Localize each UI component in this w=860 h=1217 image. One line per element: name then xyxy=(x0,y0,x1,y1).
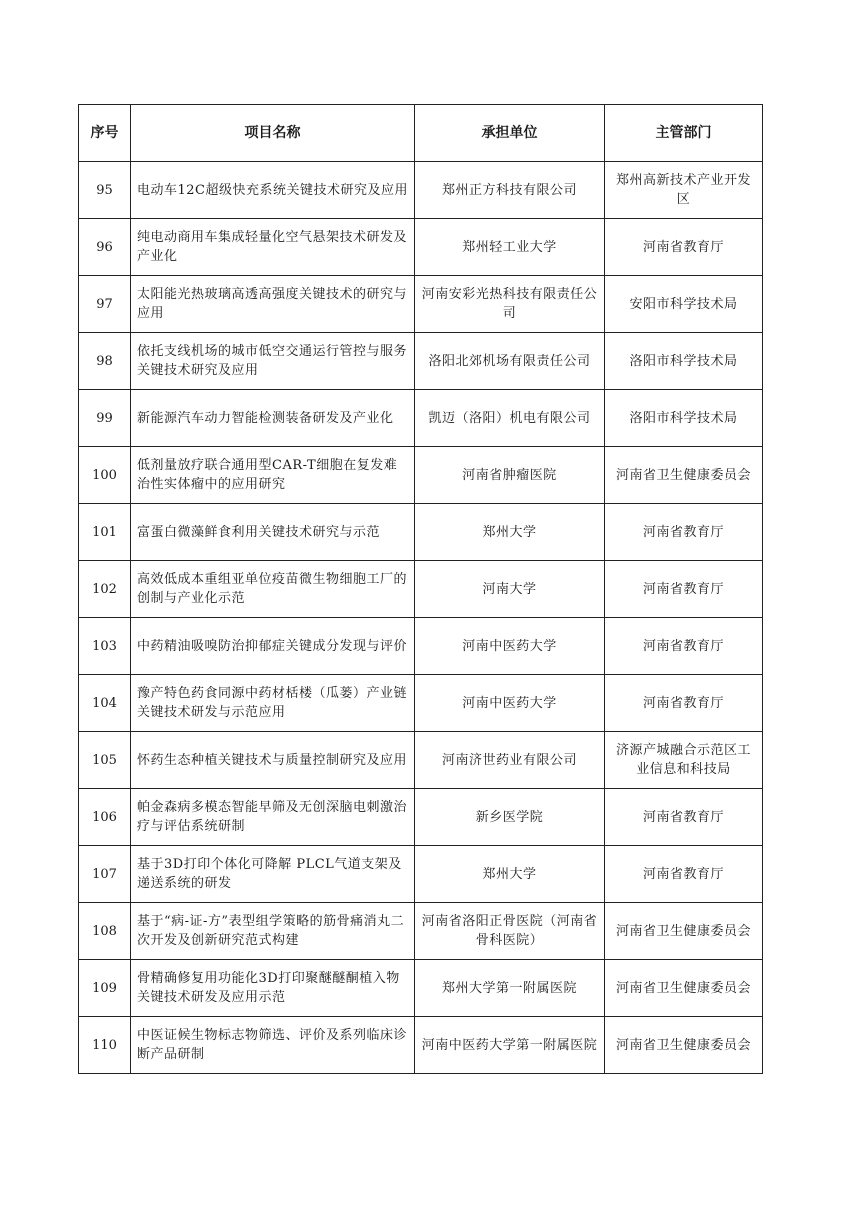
cell-project-name: 基于3D打印个体化可降解 PLCL气道支架及递送系统的研发 xyxy=(131,846,415,903)
cell-undertaking-unit: 河南中医药大学 xyxy=(415,675,605,732)
cell-competent-department: 河南省教育厅 xyxy=(605,675,763,732)
cell-project-name: 低剂量放疗联合通用型CAR-T细胞在复发难治性实体瘤中的应用研究 xyxy=(131,447,415,504)
cell-project-name: 骨精确修复用功能化3D打印聚醚醚酮植入物关键技术研发及应用示范 xyxy=(131,960,415,1017)
cell-project-name: 帕金森病多模态智能早筛及无创深脑电刺激治疗与评估系统研制 xyxy=(131,789,415,846)
table-row xyxy=(79,789,763,846)
table-row xyxy=(79,504,763,561)
cell-competent-department: 河南省卫生健康委员会 xyxy=(605,960,763,1017)
header-undertaking-unit: 承担单位 xyxy=(415,105,605,162)
cell-undertaking-unit: 河南中医药大学 xyxy=(415,618,605,675)
table-header-row xyxy=(79,105,763,162)
table-row xyxy=(79,162,763,219)
cell-serial-number: 98 xyxy=(79,333,131,390)
cell-serial-number: 104 xyxy=(79,675,131,732)
table-row xyxy=(79,960,763,1017)
table-row xyxy=(79,675,763,732)
table-row xyxy=(79,561,763,618)
cell-serial-number: 106 xyxy=(79,789,131,846)
cell-undertaking-unit: 郑州轻工业大学 xyxy=(415,219,605,276)
cell-undertaking-unit: 洛阳北郊机场有限责任公司 xyxy=(415,333,605,390)
project-table xyxy=(78,104,763,1074)
cell-competent-department: 郑州高新技术产业开发区 xyxy=(605,162,763,219)
cell-project-name: 电动车12C超级快充系统关键技术研究及应用 xyxy=(131,162,415,219)
cell-serial-number: 105 xyxy=(79,732,131,789)
cell-competent-department: 洛阳市科学技术局 xyxy=(605,333,763,390)
header-competent-department: 主管部门 xyxy=(605,105,763,162)
cell-serial-number: 107 xyxy=(79,846,131,903)
cell-competent-department: 河南省教育厅 xyxy=(605,561,763,618)
table-row xyxy=(79,333,763,390)
table-row xyxy=(79,732,763,789)
cell-serial-number: 99 xyxy=(79,390,131,447)
cell-project-name: 太阳能光热玻璃高透高强度关键技术的研究与应用 xyxy=(131,276,415,333)
cell-undertaking-unit: 凯迈（洛阳）机电有限公司 xyxy=(415,390,605,447)
cell-competent-department: 河南省教育厅 xyxy=(605,846,763,903)
cell-undertaking-unit: 河南安彩光热科技有限责任公司 xyxy=(415,276,605,333)
cell-undertaking-unit: 河南济世药业有限公司 xyxy=(415,732,605,789)
cell-project-name: 豫产特色药食同源中药材栝楼（瓜蒌）产业链关键技术研发与示范应用 xyxy=(131,675,415,732)
cell-competent-department: 河南省教育厅 xyxy=(605,789,763,846)
cell-project-name: 中医证候生物标志物筛选、评价及系列临床诊断产品研制 xyxy=(131,1017,415,1074)
cell-competent-department: 河南省教育厅 xyxy=(605,219,763,276)
cell-undertaking-unit: 郑州大学 xyxy=(415,846,605,903)
table-row xyxy=(79,390,763,447)
cell-serial-number: 101 xyxy=(79,504,131,561)
cell-competent-department: 安阳市科学技术局 xyxy=(605,276,763,333)
cell-undertaking-unit: 河南省肿瘤医院 xyxy=(415,447,605,504)
header-project-name: 项目名称 xyxy=(131,105,415,162)
cell-serial-number: 97 xyxy=(79,276,131,333)
cell-serial-number: 102 xyxy=(79,561,131,618)
cell-serial-number: 103 xyxy=(79,618,131,675)
cell-serial-number: 110 xyxy=(79,1017,131,1074)
cell-competent-department: 济源产城融合示范区工业信息和科技局 xyxy=(605,732,763,789)
table-row xyxy=(79,219,763,276)
cell-undertaking-unit: 河南大学 xyxy=(415,561,605,618)
cell-undertaking-unit: 河南中医药大学第一附属医院 xyxy=(415,1017,605,1074)
cell-competent-department: 河南省卫生健康委员会 xyxy=(605,447,763,504)
cell-project-name: 新能源汽车动力智能检测装备研发及产业化 xyxy=(131,390,415,447)
cell-project-name: 中药精油吸嗅防治抑郁症关键成分发现与评价 xyxy=(131,618,415,675)
cell-project-name: 怀药生态种植关键技术与质量控制研究及应用 xyxy=(131,732,415,789)
cell-serial-number: 109 xyxy=(79,960,131,1017)
cell-serial-number: 108 xyxy=(79,903,131,960)
cell-project-name: 富蛋白微藻鲜食利用关键技术研究与示范 xyxy=(131,504,415,561)
table-row xyxy=(79,1017,763,1074)
table-row xyxy=(79,618,763,675)
table-row xyxy=(79,447,763,504)
cell-undertaking-unit: 郑州大学第一附属医院 xyxy=(415,960,605,1017)
header-serial-number: 序号 xyxy=(79,105,131,162)
cell-undertaking-unit: 新乡医学院 xyxy=(415,789,605,846)
cell-project-name: 基于“病-证-方”表型组学策略的筋骨痛消丸二次开发及创新研究范式构建 xyxy=(131,903,415,960)
cell-serial-number: 96 xyxy=(79,219,131,276)
table-row xyxy=(79,846,763,903)
cell-project-name: 高效低成本重组亚单位疫苗微生物细胞工厂的创制与产业化示范 xyxy=(131,561,415,618)
cell-competent-department: 河南省卫生健康委员会 xyxy=(605,1017,763,1074)
cell-competent-department: 河南省教育厅 xyxy=(605,504,763,561)
cell-undertaking-unit: 郑州正方科技有限公司 xyxy=(415,162,605,219)
cell-serial-number: 95 xyxy=(79,162,131,219)
cell-competent-department: 河南省卫生健康委员会 xyxy=(605,903,763,960)
table-row xyxy=(79,903,763,960)
cell-project-name: 纯电动商用车集成轻量化空气悬架技术研发及产业化 xyxy=(131,219,415,276)
table-row xyxy=(79,276,763,333)
cell-project-name: 依托支线机场的城市低空交通运行管控与服务关键技术研究及应用 xyxy=(131,333,415,390)
cell-competent-department: 河南省教育厅 xyxy=(605,618,763,675)
cell-serial-number: 100 xyxy=(79,447,131,504)
cell-undertaking-unit: 郑州大学 xyxy=(415,504,605,561)
cell-competent-department: 洛阳市科学技术局 xyxy=(605,390,763,447)
cell-undertaking-unit: 河南省洛阳正骨医院（河南省骨科医院） xyxy=(415,903,605,960)
